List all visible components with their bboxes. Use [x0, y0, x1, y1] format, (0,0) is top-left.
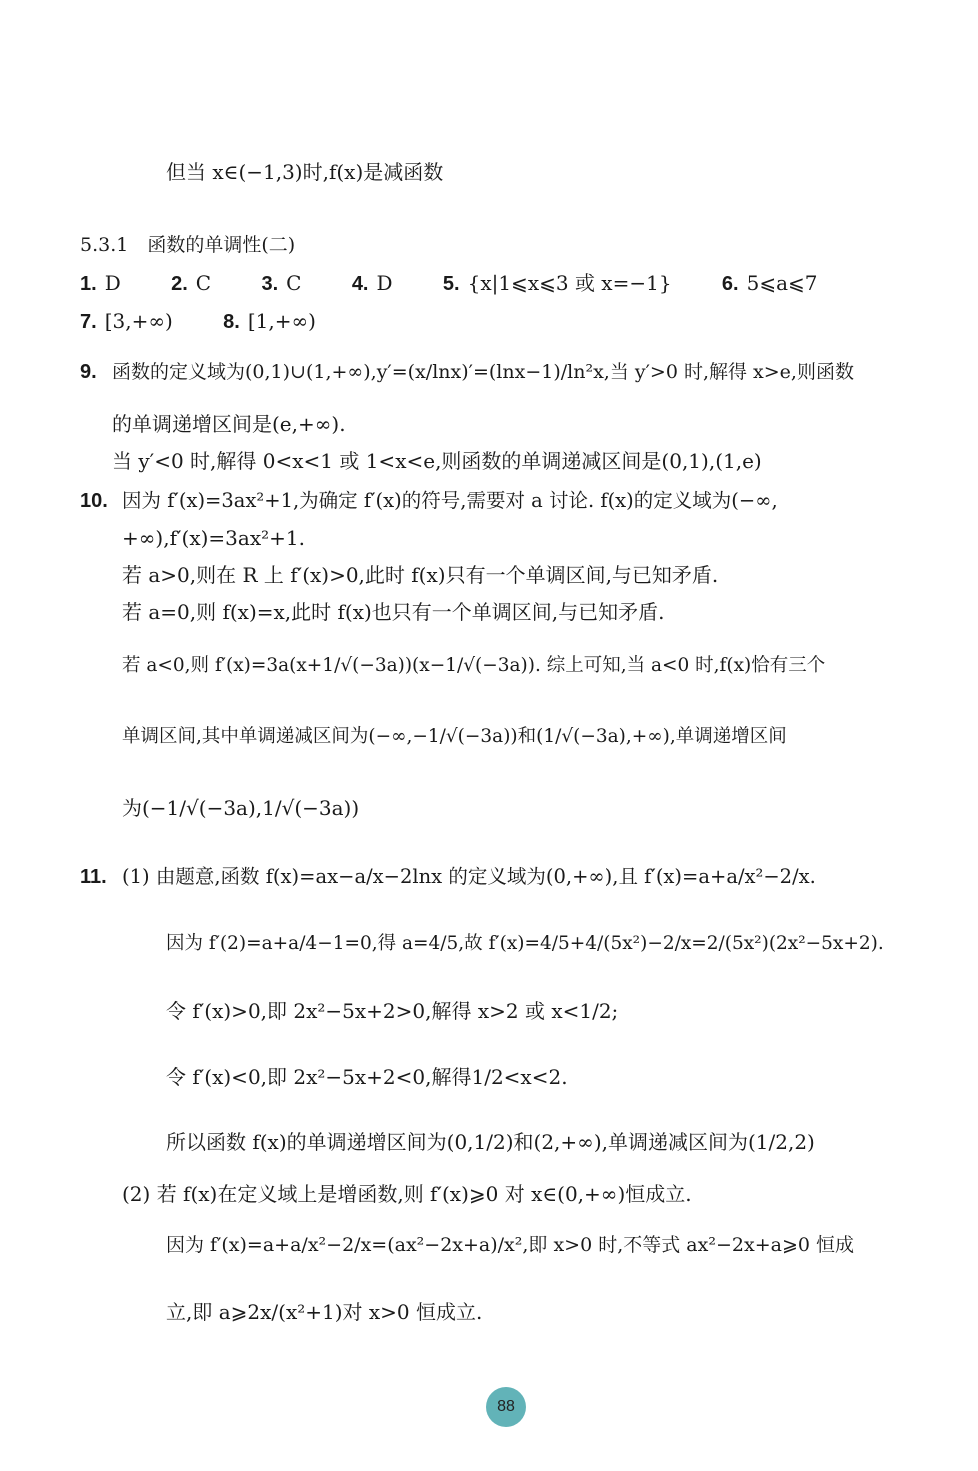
q11-line-2: 因为 f′(2)=a+a/4−1=0,得 a=4/5,故 f′(x)=4/5+4/(5x²)−2/x=2/(5x²)(2x²−5x+2).: [166, 933, 884, 954]
q9-line-1: 函数的定义域为(0,1)∪(1,+∞),y′=(x/lnx)′=(lnx−1)/ln²x,当 y′>0 时,解得 x>e,则函数: [112, 361, 854, 383]
q9-line-3: 当 y′<0 时,解得 0<x<1 或 1<x<e,则函数的单调递减区间是(0,1),(1,e): [112, 449, 762, 473]
q11-line-3: 令 f′(x)>0,即 2x²−5x+2>0,解得 x>2 或 x<1/2;: [166, 999, 619, 1023]
q9-line-2: 的单调递增区间是(e,+∞).: [112, 412, 346, 436]
q10-line-3: 若 a>0,则在 R 上 f′(x)>0,此时 f(x)只有一个单调区间,与已知矛盾.: [122, 563, 719, 587]
answer-number: 5.: [442, 273, 460, 295]
q11-line-5: 所以函数 f(x)的单调递增区间为(0,1/2)和(2,+∞),单调递减区间为(1/2,2): [166, 1130, 815, 1154]
q10-line-2: +∞),f′(x)=3ax²+1.: [122, 526, 305, 550]
q10-line-6: 单调区间,其中单调递减区间为(−∞,−1/√(−3a))和(1/√(−3a),+∞),单调递增区间: [122, 726, 787, 747]
answer-number: 8.: [223, 311, 240, 333]
answer-item: [223, 309, 316, 333]
q11-line-4: 令 f′(x)<0,即 2x²−5x+2<0,解得1/2<x<2.: [166, 1065, 568, 1089]
question-number: 9.: [80, 361, 97, 383]
section-title: 5.3.1 函数的单调性(二): [80, 234, 296, 256]
answer-row-2: [80, 307, 360, 336]
answer-item: [722, 271, 818, 295]
answer-value: C: [195, 271, 212, 295]
question-number: 11.: [80, 866, 107, 888]
q10-line-5: 若 a<0,则 f′(x)=3a(x+1/√(−3a))(x−1/√(−3a)). 综上可知,当 a<0 时,f(x)恰有三个: [122, 655, 826, 676]
intro-line: 但当 x∈(−1,3)时,f(x)是减函数: [166, 160, 444, 184]
answer-number: 4.: [351, 273, 369, 295]
q11-line-6: (2) 若 f(x)在定义域上是增函数,则 f′(x)⩾0 对 x∈(0,+∞)恒成立.: [122, 1182, 692, 1206]
answer-value: 5⩽a⩽7: [746, 271, 818, 295]
answer-value: D: [376, 271, 393, 295]
answer-number: 7.: [80, 311, 97, 333]
q10-line-4: 若 a=0,则 f(x)=x,此时 f(x)也只有一个单调区间,与已知矛盾.: [122, 600, 665, 624]
answer-item: [443, 271, 672, 295]
page-number: 88: [486, 1387, 526, 1427]
q11-line-1: (1) 由题意,函数 f(x)=ax−a/x−2lnx 的定义域为(0,+∞),且 f′(x)=a+a/x²−2/x.: [122, 865, 816, 888]
answer-value: {x|1⩽x⩽3 或 x=−1}: [467, 271, 672, 295]
answer-number: 3.: [261, 273, 279, 295]
answer-item: [261, 271, 301, 295]
answer-number: 6.: [721, 273, 739, 295]
answer-value: D: [104, 271, 121, 295]
question-number: 10.: [80, 490, 108, 512]
q11-line-8: 立,即 a⩾2x/(x²+1)对 x>0 恒成立.: [166, 1300, 483, 1324]
q10-line-1: 因为 f′(x)=3ax²+1,为确定 f′(x)的符号,需要对 a 讨论. f(x)的定义域为(−∞,: [122, 489, 778, 512]
answer-value: [3,+∞): [104, 309, 173, 333]
answer-item: [80, 309, 173, 333]
answer-item: [80, 271, 121, 295]
answer-number: 1.: [80, 273, 97, 295]
answer-item: [171, 271, 211, 295]
answer-value: C: [286, 271, 302, 295]
answer-item: [352, 271, 393, 295]
answer-row-1: [80, 269, 861, 298]
q10-line-7: 为(−1/√(−3a),1/√(−3a)): [122, 796, 360, 820]
answer-value: [1,+∞): [247, 309, 316, 333]
answer-number: 2.: [171, 273, 188, 295]
q11-line-7: 因为 f′(x)=a+a/x²−2/x=(ax²−2x+a)/x²,即 x>0 时,不等式 ax²−2x+a⩾0 恒成: [166, 1234, 854, 1256]
